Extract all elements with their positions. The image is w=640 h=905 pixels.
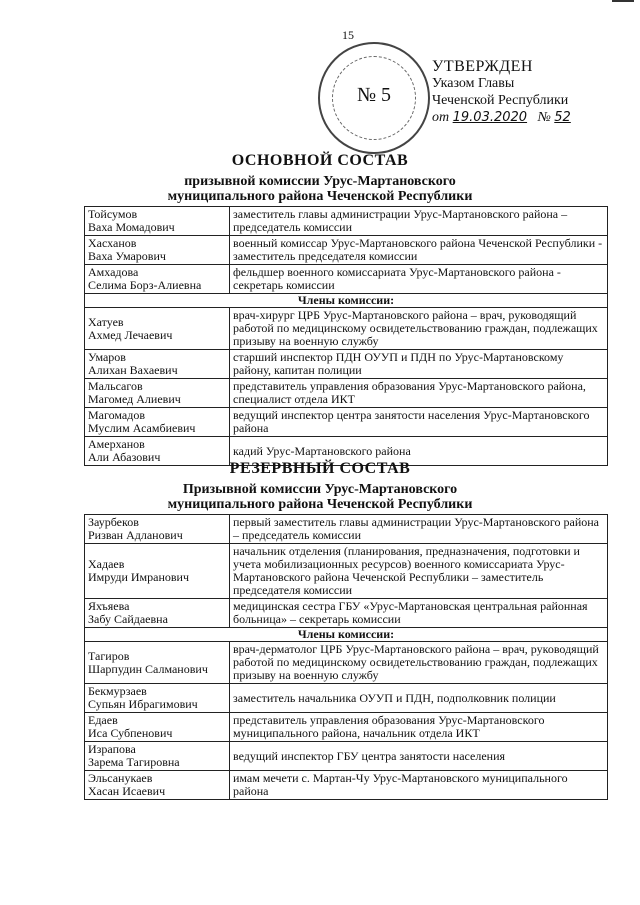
reserve-subtitle-2: муниципального района Чеченской Республики [167,497,473,512]
given-name: Забу Сайдаевна [88,612,168,626]
given-name: Ахмед Лечаевич [88,327,173,342]
name-cell [85,265,230,294]
number-prefix: № [537,110,551,125]
name-cell [85,236,230,265]
role-cell: первый заместитель главы администрации Урус-Мартановского района – председатель комиссии [230,515,608,544]
name-cell [85,684,230,713]
surname: Тагиров [88,648,130,663]
section-row [85,294,608,308]
date-prefix: от [432,110,450,125]
surname: Заурбеков [88,515,139,529]
surname: Эльсанукаев [88,771,153,785]
role-cell: врач-хирург ЦРБ Урус-Мартановского района – врач, руководящий работой по медицинскому освидетельствованию граждан, подлежащих призыву на военную службу [230,308,608,350]
given-name: Селима Борз-Алиевна [88,278,202,292]
main-subtitle-1: призывной комиссии Урус-Мартановского [184,174,456,189]
table-row [85,713,608,742]
surname: Бекмурзаев [88,684,147,698]
name-cell [85,207,230,236]
main-composition-table [84,206,608,466]
approval-title: УТВЕРЖДЕН [432,58,533,75]
role-cell: кадий Урус-Мартановского района [230,437,608,466]
role-cell: старший инспектор ПДН ОУУП и ПДН по Урус-Мартановскому району, капитан полиции [230,350,608,379]
given-name: Хасан Исаевич [88,784,166,798]
surname: Яхъяева [88,599,130,613]
name-cell [85,308,230,350]
section-row [85,628,608,642]
name-cell [85,599,230,628]
main-title: ОСНОВНОЙ СОСТАВ [231,152,409,169]
table-row [85,544,608,599]
members-label: Члены комиссии: [85,294,608,308]
role-cell: имам мечети с. Мартан-Чу Урус-Мартановского муниципального района [230,771,608,800]
given-name: Имруди Имранович [88,570,190,584]
approval-date-line [432,109,632,126]
surname: Едаев [88,713,118,727]
approval-line-1: Указом Главы [432,76,515,91]
name-cell [85,515,230,544]
table-row [85,379,608,408]
given-name: Алихан Вахаевич [88,363,178,377]
role-cell: заместитель главы администрации Урус-Мартановского района – председатель комиссии [230,207,608,236]
role-cell: начальник отделения (планирования, предназначения, подготовки и учета мобилизационных ресурсов) военного комиссариата Урус-Мартановского района Чеченской Республики – заместитель председателя комиссии [230,544,608,599]
given-name: Ваха Умарович [88,249,166,263]
page-number: 15 [342,28,354,42]
table-row [85,599,608,628]
given-name: Ризван Адланович [88,528,183,542]
main-subtitle-2: муниципального района Чеченской Республики [167,189,473,204]
table-row [85,771,608,800]
surname: Магомадов [88,408,145,422]
surname: Хадаев [88,557,125,571]
name-cell [85,379,230,408]
official-seal [318,42,430,154]
name-cell [85,713,230,742]
approval-block [432,58,632,126]
role-cell: военный комиссар Урус-Мартановского района Чеченской Республики - заместитель председателя комиссии [230,236,608,265]
role-cell: представитель управления образования Урус-Мартановского муниципального района, начальник отдела ИКТ [230,713,608,742]
given-name: Ваха Момадович [88,220,175,234]
table-row [85,742,608,771]
name-cell [85,642,230,684]
given-name: Магомед Алиевич [88,392,181,406]
role-cell: фельдшер военного комиссариата Урус-Мартановского района - секретарь комиссии [230,265,608,294]
given-name: Али Абазович [88,450,161,464]
given-name: Шарпудин Салманович [88,661,208,676]
surname: Израпова [88,742,136,756]
given-name: Муслим Асамбиевич [88,421,196,435]
name-cell [85,350,230,379]
given-name: Иса Субпенович [88,726,173,740]
role-cell: заместитель начальника ОУУП и ПДН, подполковник полиции [230,684,608,713]
surname: Хатуев [88,314,124,329]
role-cell: представитель управления образования Урус-Мартановского района, специалист отдела ИКТ [230,379,608,408]
table-row [85,408,608,437]
table-row [85,350,608,379]
number-value: 52 [554,110,571,125]
role-cell: медицинская сестра ГБУ «Урус-Мартановская центральная районная больница» – секретарь комиссии [230,599,608,628]
table-row [85,236,608,265]
name-cell [85,408,230,437]
date-value: 19.03.2020 [452,110,528,125]
reserve-composition-table [84,514,608,800]
table-row [85,684,608,713]
table-row [85,308,608,350]
approval-line-2: Чеченской Республики [432,93,569,108]
surname: Тойсумов [88,207,138,221]
name-cell [85,544,230,599]
corner-mark [612,0,634,2]
surname: Амерханов [88,437,145,451]
surname: Хасханов [88,236,137,250]
role-cell: ведущий инспектор ГБУ центра занятости населения [230,742,608,771]
role-cell: врач-дерматолог ЦРБ Урус-Мартановского района – врач, руководящий работой по медицинскому освидетельствованию граждан, подлежащих призыву на военную службу [230,642,608,684]
table-row [85,642,608,684]
reserve-title: РЕЗЕРВНЫЙ СОСТАВ [229,460,411,477]
given-name: Зарема Тагировна [88,755,180,769]
role-cell: ведущий инспектор центра занятости населения Урус-Мартановского района [230,408,608,437]
name-cell [85,771,230,800]
members-label: Члены комиссии: [85,628,608,642]
given-name: Супьян Ибрагимович [88,697,198,711]
surname: Умаров [88,350,126,364]
surname: Мальсагов [88,379,143,393]
name-cell [85,742,230,771]
surname: Амхадова [88,265,139,279]
table-row [85,265,608,294]
seal-number: № 5 [356,84,392,106]
table-row [85,207,608,236]
table-row [85,515,608,544]
reserve-subtitle-1: Призывной комиссии Урус-Мартановского [182,482,458,497]
